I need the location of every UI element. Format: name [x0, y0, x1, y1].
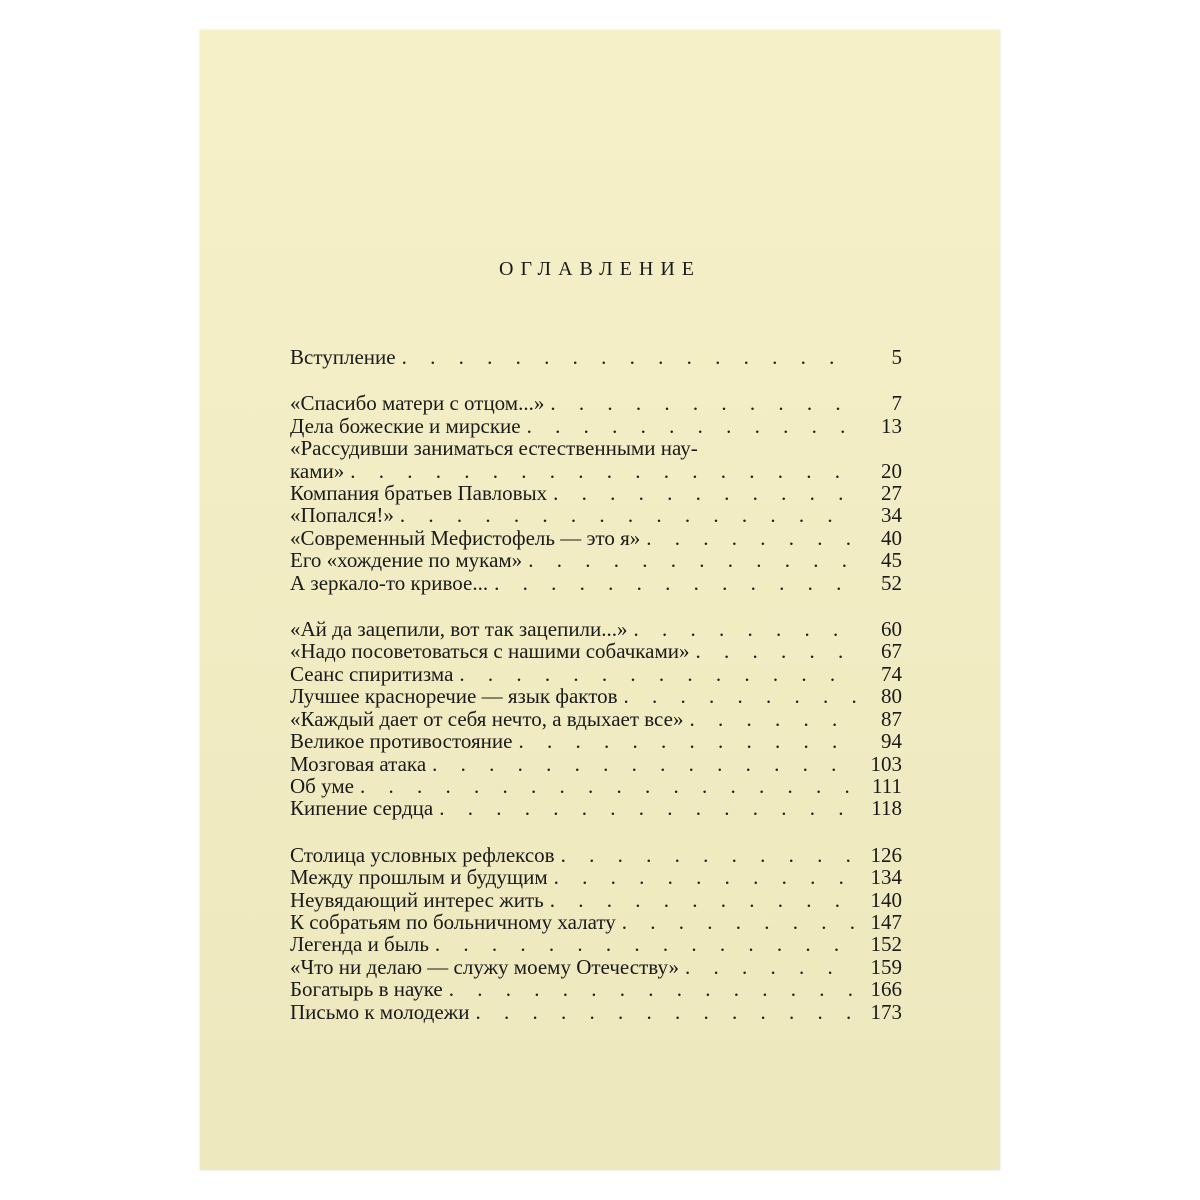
toc-page-number: 111: [872, 773, 902, 798]
toc-entry-title: ками»: [290, 458, 345, 483]
dot-leader: [550, 392, 856, 414]
toc-entry: [290, 978, 902, 1000]
toc-entry-title: «Что ни делаю — служу моему Отечеству»: [290, 954, 679, 979]
toc-entry-title: «Ай да зацепили, вот так зацепили...»: [290, 617, 628, 642]
toc-page-number: 34: [881, 503, 902, 528]
toc-page-number: 5: [891, 345, 902, 369]
toc-entry: [290, 911, 902, 933]
toc-entry: [290, 663, 902, 685]
toc-entry: [290, 618, 902, 640]
toc-entry-title: Неувядающий интерес жить: [290, 887, 544, 912]
toc-entry-title: Сеанс спиритизма: [290, 661, 454, 686]
toc-entry-title: Письмо к молодежи: [290, 999, 470, 1024]
toc-page-number: 60: [881, 617, 902, 642]
dot-leader: [435, 933, 856, 955]
dot-leader: [561, 844, 856, 866]
toc-entry-title: А зеркало-то кривое...: [290, 570, 489, 595]
toc-page-number: 173: [870, 999, 902, 1024]
dot-leader: [553, 482, 856, 504]
toc-entry-title: К собратьям по больничному халату: [290, 909, 616, 934]
dot-leader: [360, 775, 856, 797]
toc-entry: [290, 730, 902, 752]
toc-entry: [290, 549, 902, 571]
dot-leader: [459, 663, 856, 685]
toc-entry: [290, 797, 902, 819]
toc-section: [290, 392, 902, 594]
toc-entry: [290, 460, 902, 482]
toc-section: [290, 618, 902, 820]
toc-page-number: 159: [870, 954, 902, 979]
dot-leader: [494, 572, 856, 594]
toc-page-number: 52: [881, 570, 902, 595]
toc-page-number: 67: [881, 639, 902, 664]
dot-leader: [528, 549, 856, 571]
toc-page-number: 87: [881, 706, 902, 731]
toc-page-number: 103: [870, 751, 902, 776]
toc-page-number: 94: [881, 729, 902, 754]
page-title: ОГЛАВЛЕНИЕ: [499, 258, 701, 280]
toc-entry-title: Об уме: [290, 773, 354, 798]
toc-page-number: 126: [870, 842, 902, 867]
toc-entry-title: «Спасибо матери с отцом...»: [290, 391, 545, 416]
book-page: [200, 30, 1000, 1170]
toc-page-number: 13: [881, 413, 902, 438]
dot-leader: [402, 346, 856, 368]
toc-entry: [290, 346, 902, 368]
toc-page-number: 74: [881, 661, 902, 686]
toc-entry-title: «Рассудивши заниматься естественными нау-: [290, 436, 698, 461]
dot-leader: [449, 978, 856, 1000]
toc-entry: [290, 392, 902, 414]
toc-page-number: 20: [881, 458, 902, 483]
toc-page-number: 118: [871, 796, 902, 821]
toc-entry: [290, 775, 902, 797]
toc-entry: [290, 640, 902, 662]
toc-page-number: 166: [870, 977, 902, 1002]
toc-entry-title: «Попался!»: [290, 503, 394, 528]
toc-entry: [290, 437, 902, 459]
toc-entry-title: Легенда и быль: [290, 932, 429, 957]
toc-entry-title: Богатырь в науке: [290, 977, 443, 1002]
toc-page-number: 147: [870, 909, 902, 934]
table-of-contents: [290, 346, 902, 1047]
toc-page-number: 134: [870, 865, 902, 890]
dot-leader: [696, 640, 856, 662]
toc-entry: [290, 866, 902, 888]
toc-entry-title: Вступление: [290, 345, 396, 369]
toc-entry-title: Лучшее красноречие — язык фактов: [290, 684, 618, 709]
toc-entry-title: Его «хождение по мукам»: [290, 548, 523, 573]
toc-entry-title: «Современный Мефистофель — это я»: [290, 525, 641, 550]
dot-leader: [475, 1001, 856, 1023]
toc-entry: [290, 504, 902, 526]
dot-leader: [527, 415, 856, 437]
toc-entry-title: Компания братьев Павловых: [290, 481, 548, 506]
toc-entry: [290, 933, 902, 955]
dot-leader: [634, 618, 856, 640]
dot-leader: [646, 527, 856, 549]
dot-leader: [624, 685, 856, 707]
toc-entry: [290, 889, 902, 911]
toc-entry-title: Мозговая атака: [290, 751, 427, 776]
toc-entry-title: Столица условных рефлексов: [290, 842, 555, 867]
toc-entry: [290, 415, 902, 437]
toc-entry: [290, 572, 902, 594]
dot-leader: [554, 866, 856, 888]
toc-page-number: 80: [881, 684, 902, 709]
toc-entry-title: Дела божеские и мирские: [290, 413, 521, 438]
toc-page-number: 7: [891, 391, 902, 416]
toc-entry-title: «Каждый дает от себя нечто, а вдыхает все»: [290, 706, 684, 731]
dot-leader: [689, 708, 856, 730]
toc-entry-title: Кипение сердца: [290, 796, 434, 821]
dot-leader: [350, 460, 856, 482]
dot-leader: [400, 504, 856, 526]
toc-entry: [290, 708, 902, 730]
toc-section: [290, 844, 902, 1023]
toc-entry: [290, 753, 902, 775]
toc-entry: [290, 956, 902, 978]
dot-leader: [432, 753, 856, 775]
dot-leader: [685, 956, 856, 978]
dot-leader: [622, 911, 856, 933]
toc-page-number: 140: [870, 887, 902, 912]
toc-entry: [290, 482, 902, 504]
toc-entry: [290, 844, 902, 866]
toc-page-number: 27: [881, 481, 902, 506]
dot-leader: [518, 730, 856, 752]
dot-leader: [439, 797, 856, 819]
toc-page-number: 152: [870, 932, 902, 957]
toc-entry: [290, 685, 902, 707]
toc-entry: [290, 1001, 902, 1023]
toc-page-number: 40: [881, 525, 902, 550]
toc-entry: [290, 527, 902, 549]
toc-entry-title: «Надо посоветоваться с нашими собачками»: [290, 639, 690, 664]
toc-page-number: 45: [881, 548, 902, 573]
dot-leader: [550, 889, 856, 911]
toc-entry-title: Великое противостояние: [290, 729, 513, 754]
toc-section: [290, 346, 902, 368]
toc-entry-title: Между прошлым и будущим: [290, 865, 548, 890]
